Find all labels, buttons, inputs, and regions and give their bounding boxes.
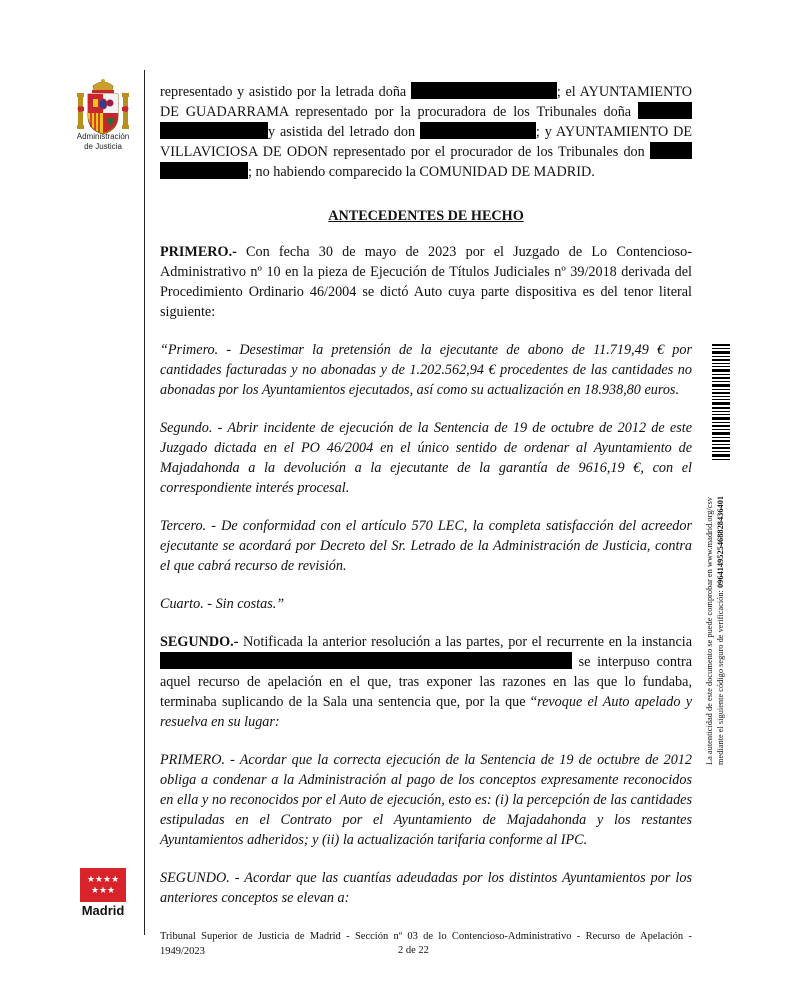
page-footer: Tribunal Superior de Justicia de Madrid - Sección nº 03 de lo Contencioso-Administrativo - Recurso de Apelación - 1949/2023 (160, 931, 692, 957)
peticion-segundo: SEGUNDO. - Acordar que las cuantías adeudadas por los distintos Ayuntamientos por los anteriores conceptos se elevan a: (160, 870, 692, 906)
peticion-primero: PRIMERO. - Acordar que la correcta ejecución de la Sentencia de 19 de octubre de 2012 obliga a condenar a la Administración al pago de los conceptos expresamente reconocidos en ella y no reconocidos por el Auto de ejecución, esto es: (i) la percepción de las cantidades estipuladas en el Contrato por el Ayuntamiento de Majadahonda y los restantes Ayuntamientos adheridos; y (ii) la actualización tarifaria conforme al IPC. (160, 752, 692, 848)
verification-line-1: La autenticidad de este documento se puede comprobar en www.madrid.org/csv (705, 497, 714, 765)
redaction-block (411, 82, 557, 99)
intro-paragraph: representado y asistido por la letrada doña ; el AYUNTAMIENTO DE GUADARRAMA representado por la procuradora de los Tribunales doña y asistida del letrado don ; y AYUNTAMIENTO DE VILLAVICIOSA DE ODON representado por el procurador de los Tribunales don ; no habiendo comparecido la COMUNIDAD DE MADRID. (160, 84, 693, 180)
quote-primero: “Primero. - Desestimar la pretensión de la ejecutante de abono de 11.719,49 € por cantidades facturadas y no abonadas y de 1.202.562,94 € procedentes de las cantidades no abonadas por los Ayuntamientos ejecutados, así como su actualización en 18.938,80 euros. (160, 342, 692, 398)
quote-cuarto: Cuarto. - Sin costas.” (160, 596, 285, 612)
primero-paragraph: PRIMERO.- Con fecha 30 de mayo de 2023 por el Juzgado de Lo Contencioso-Administrativo nº 10 en la pieza de Ejecución de Títulos Judiciales nº 39/2018 derivada del Procedimiento Ordinario 46/2004 se dictó Auto cuya parte dispositiva es del tenor literal siguiente: (160, 244, 692, 320)
quote-tercero: Tercero. - De conformidad con el artículo 570 LEC, la completa satisfacción del acreedor ejecutante se acordará por Decreto del Sr. Letrado de la Administración de Justicia, contra el que cabrá recurso de revisión. (160, 518, 692, 574)
verification-line-2: mediante el siguiente código seguro de verificación: 0964149525468828436401 (716, 495, 725, 765)
left-margin (0, 0, 145, 1000)
spain-coat-of-arms-icon (76, 78, 130, 138)
crest-label: Administración de Justicia (76, 132, 130, 151)
page-number: 2 de 22 (398, 945, 429, 956)
redaction-block (638, 102, 692, 119)
redaction-block (160, 162, 248, 179)
verification-stamp (704, 465, 738, 765)
barcode-icon (712, 344, 730, 460)
madrid-logo-text: Madrid (81, 903, 125, 918)
margin-divider (144, 70, 145, 935)
segundo-paragraph: SEGUNDO.- Notificada la anterior resolución a las partes, por el recurrente en la instancia se interpuso contra aquel recurso de apelación en el que, tras exponer las razones en las que lo fundaba, terminaba suplicando de la Sala una sentencia que, por la que “revoque el Auto apelado y resuelva en su lugar: (160, 634, 692, 730)
redaction-block (420, 122, 536, 139)
document-body (160, 82, 692, 908)
redaction-block (160, 122, 268, 139)
madrid-logo-icon (80, 868, 126, 902)
verification-code: 0964149525468828436401 (716, 495, 725, 589)
redaction-block (160, 652, 572, 669)
redaction-block (650, 142, 692, 159)
stars-row-top: ★★★★ (86, 874, 120, 885)
section-heading: ANTECEDENTES DE HECHO (328, 208, 524, 224)
stars-row-bottom: ★★★ (90, 885, 116, 896)
quote-segundo: Segundo. - Abrir incidente de ejecución de la Sentencia de 19 de octubre de 2012 de este Juzgado dictada en el PO 46/2004 en el único sentido de ordenar al Ayuntamiento de Majadahonda a la devolución a la ejecutante de la garantía de 9616,19 €, con el correspondiente interés procesal. (160, 420, 692, 496)
